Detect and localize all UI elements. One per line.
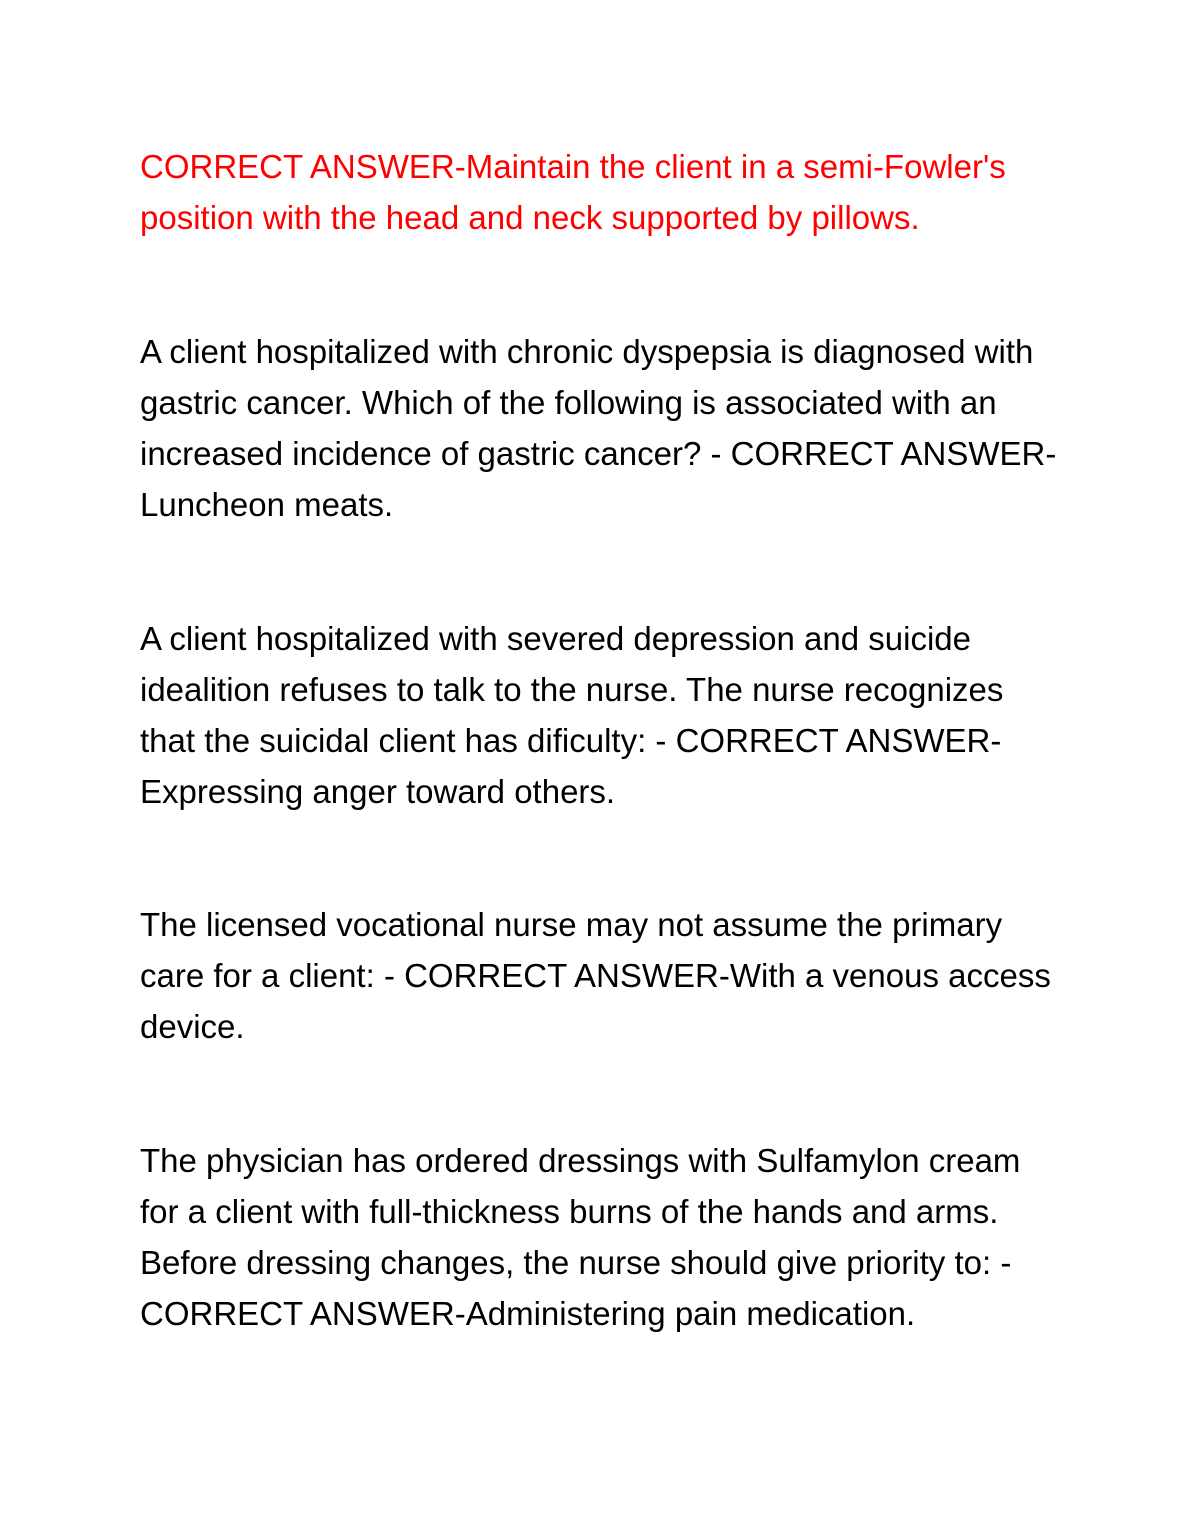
question-paragraph-gastric-cancer: A client hospitalized with chronic dyspepsia is diagnosed with gastric cancer. Which of the following is associated with an increased incidence of gastric cancer? - CORRECT ANSWER-Luncheon meats. — [140, 333, 1057, 523]
answer-paragraph-continued: CORRECT ANSWER-Maintain the client in a semi-Fowler's position with the head and neck supported by pillows. — [140, 148, 1006, 236]
question-paragraph-vocational-nurse: The licensed vocational nurse may not assume the primary care for a client: - CORRECT ANSWER-With a venous access device. — [140, 906, 1051, 1045]
question-paragraph-suicidal-client: A client hospitalized with severed depression and suicide idealition refuses to talk to the nurse. The nurse recognizes that the suicidal client has dificulty: - CORRECT ANSWER-Expressing anger toward others. — [140, 620, 1004, 810]
question-paragraph-sulfamylon: The physician has ordered dressings with Sulfamylon cream for a client with full-thickness burns of the hands and arms. Before dressing changes, the nurse should give priority to: - CORRECT ANSWER-Administering pain medication. — [140, 1142, 1021, 1332]
